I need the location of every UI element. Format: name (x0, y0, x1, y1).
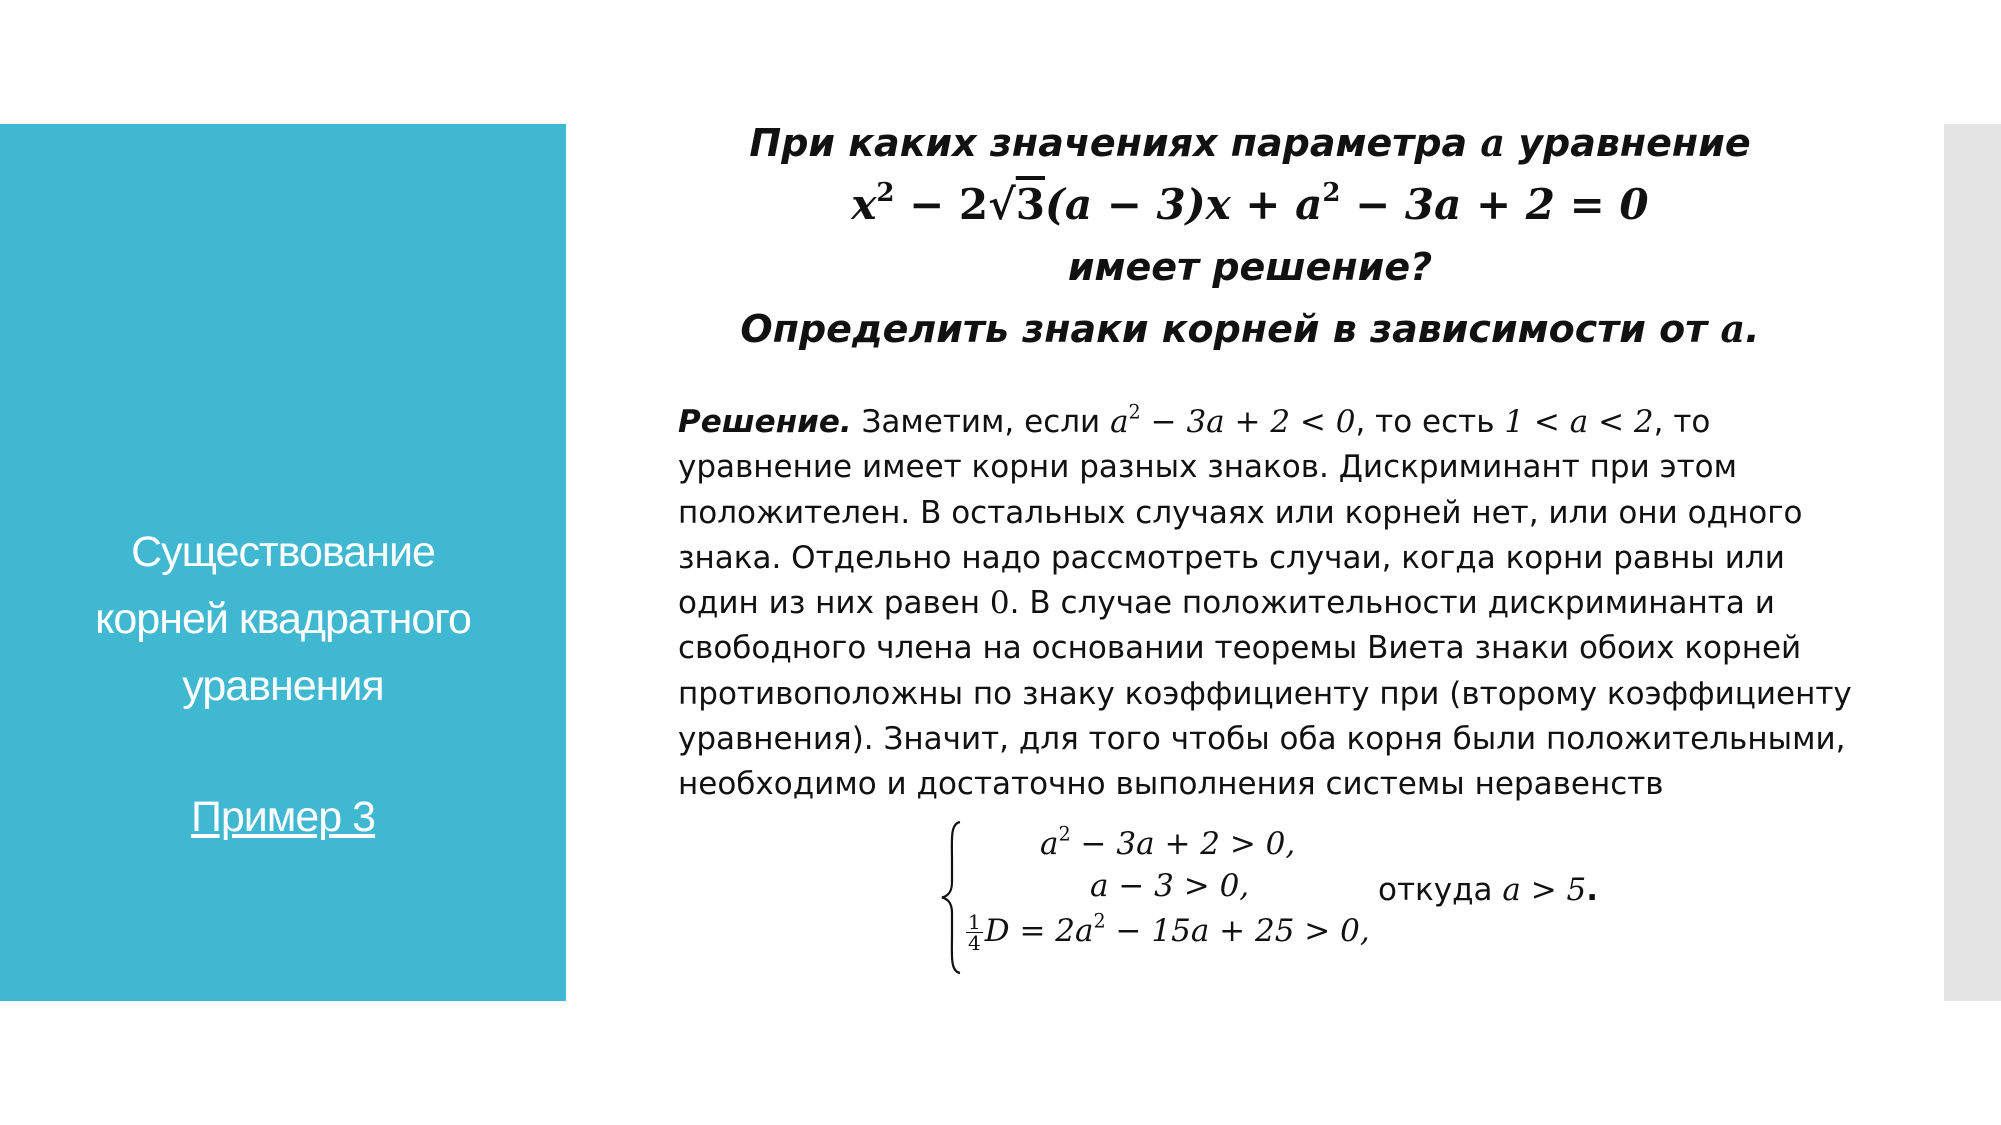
slide-title (0, 519, 566, 720)
left-brace (940, 820, 962, 975)
system-row-1 (1040, 822, 1296, 862)
inline-math: 0 (989, 585, 1010, 622)
fraction-one-quarter (966, 912, 983, 953)
problem-text: Определить знаки корней в зависимости от (740, 307, 1721, 351)
problem-line-1 (640, 112, 1860, 174)
problem-line-4 (640, 298, 1860, 360)
system-row-2: a − 3 > 0, (1090, 868, 1250, 904)
inline-math-exponent: 2 (1128, 400, 1141, 424)
answer-math: a > 5 (1502, 872, 1587, 908)
problem-equation (640, 174, 1860, 236)
problem-text: При каких значениях параметра (749, 121, 1481, 165)
solution-text: . В случае положительности дискриминанта и свободного члена на основании теоремы Виета знаки обоих корней противоположны по знаку коэффициенту при (второму коэффициенту уравнения). Значит, для того чтобы оба корня были положительными, необходимо и достаточно выполнения системы неравенств (678, 585, 1852, 803)
sqrt-argument: 3 (1015, 180, 1046, 229)
slide-title-line: уравнения (182, 662, 384, 710)
system-exponent: 2 (1093, 909, 1106, 933)
title-panel (0, 124, 566, 1001)
parameter-symbol: a (1720, 306, 1746, 351)
slide-title-line: Существование (131, 528, 435, 576)
solution-text: , то уравнение имеет корни разных знаков. Дискриминант при этом положителен. В остальных случаях или корней нет, или они одного знака. Отдельно надо рассмотреть случаи, когда корни равны или один из них равен (678, 404, 1803, 622)
fraction-denominator: 4 (968, 931, 981, 955)
problem-text: уравнение (1505, 121, 1751, 165)
example-link[interactable]: Пример 3 (190, 793, 376, 841)
answer-line (1378, 872, 1598, 908)
solution-paragraph (678, 400, 1858, 808)
system-exponent: 2 (1058, 822, 1071, 846)
fraction-numerator: 1 (968, 910, 981, 934)
answer-text: откуда (1378, 872, 1503, 908)
solution-heading: Решение. (678, 404, 852, 440)
inline-math: a (1110, 404, 1129, 440)
sqrt-sign: √ (988, 180, 1016, 229)
slide-title-line: корней квадратного (95, 595, 471, 643)
problem-text: . (1745, 307, 1760, 351)
system-math: − 15a + 25 > 0, (1105, 913, 1370, 949)
eq-exponent: 2 (876, 177, 895, 208)
system-math: − 3a + 2 > 0, (1070, 826, 1296, 862)
inline-math: − 3a + 2 < 0 (1140, 404, 1356, 440)
solution-text: , то есть (1355, 404, 1505, 440)
inline-math: 1 < a < 2 (1504, 404, 1654, 440)
inequality-system (940, 820, 1400, 980)
system-math: D = 2a (984, 913, 1094, 949)
problem-line-3: имеет решение? (1067, 245, 1433, 289)
parameter-symbol: a (1480, 120, 1506, 165)
eq-part: − 2 (894, 180, 989, 229)
problem-statement (640, 112, 1860, 360)
decorative-strip (1944, 124, 2001, 1001)
eq-part: (a − 3)x + a (1045, 180, 1323, 229)
answer-text: . (1586, 872, 1599, 908)
system-row-3 (966, 909, 1370, 955)
system-math: a (1040, 826, 1059, 862)
eq-exponent: 2 (1322, 177, 1341, 208)
solution-text: Заметим, если (851, 404, 1111, 440)
eq-part: x (851, 180, 877, 229)
eq-part: − 3a + 2 = 0 (1340, 180, 1649, 229)
